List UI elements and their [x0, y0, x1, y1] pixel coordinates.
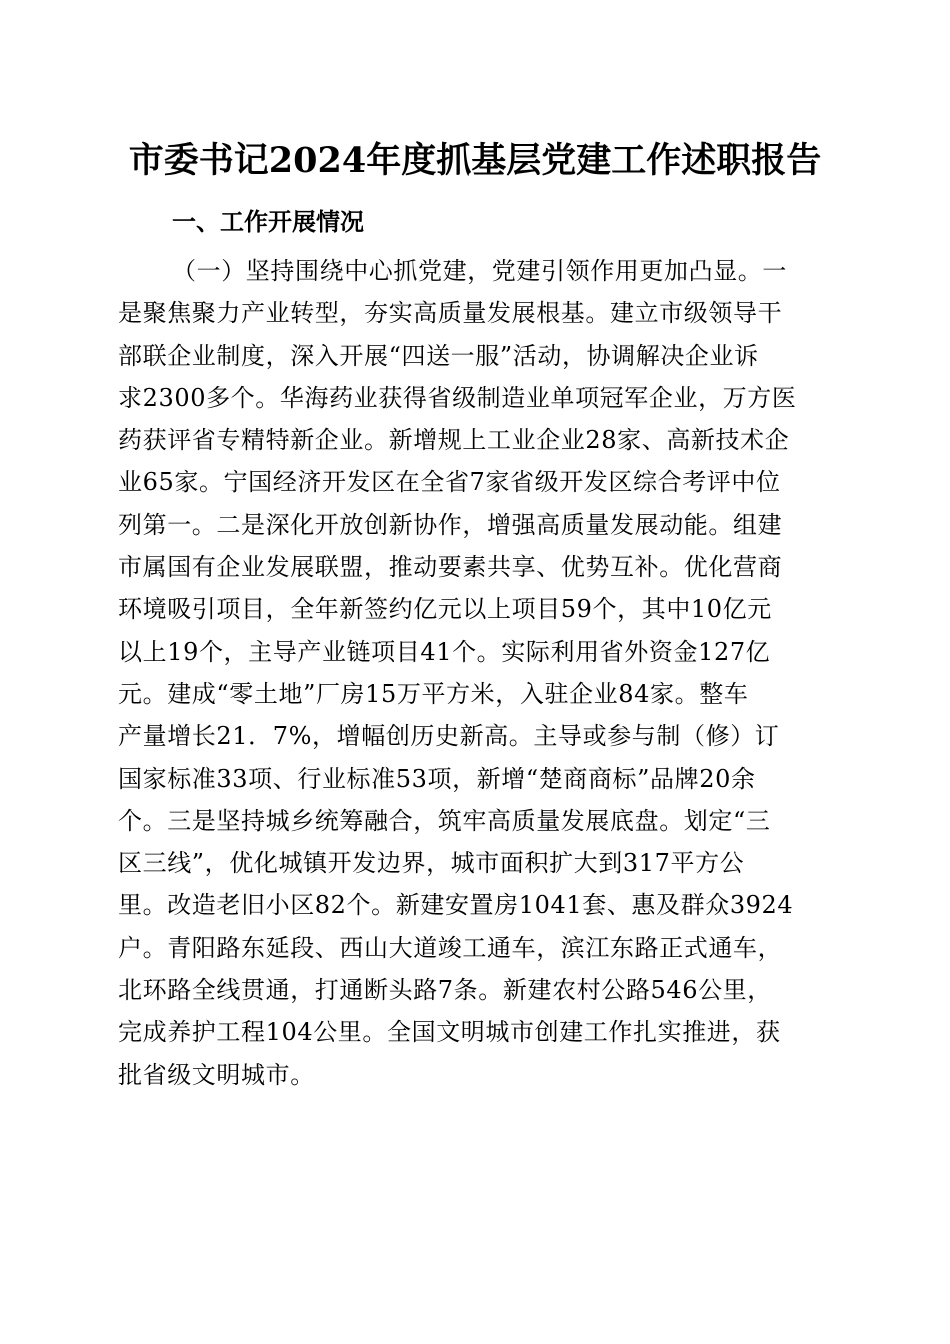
- paragraph-line: 以上19个，主导产业链项目41个。实际利用省外资金127亿: [118, 637, 771, 666]
- paragraph-line: 完成养护工程104公里。全国文明城市创建工作扎实推进，获: [118, 1018, 781, 1047]
- paragraph-line: 北环路全线贯通，打通断头路7条。新建农村公路546公里，: [118, 976, 772, 1005]
- paragraph-line: 元。建成“零土地”厂房15万平方米，入驻企业84家。整车: [118, 679, 749, 708]
- paragraph-line: 求2300多个。华海药业获得省级制造业单项冠军企业，万方医: [118, 383, 797, 412]
- paragraph-line: 产量增长21．7%，增幅创历史新高。主导或参与制（修）订: [118, 722, 780, 751]
- paragraph-line: 个。三是坚持城乡统筹融合，筑牢高质量发展底盘。划定“三: [118, 806, 771, 835]
- document-title: 市委书记2024年度抓基层党建工作述职报告: [128, 140, 822, 181]
- paragraph-line: 药获评省专精特新企业。新增规上工业企业28家、高新技术企: [118, 426, 790, 455]
- paragraph-line: 区三线”，优化城镇开发边界，城市面积扩大到317平方公: [118, 849, 745, 878]
- paragraph-line: 户。青阳路东延段、西山大道竣工通车，滨江东路正式通车，: [118, 933, 783, 962]
- paragraph-line: 是聚焦聚力产业转型，夯实高质量发展根基。建立市级领导干: [118, 299, 783, 328]
- paragraph-line: 批省级文明城市。: [118, 1060, 315, 1089]
- paragraph-line: 业65家。宁国经济开发区在全省7家省级开发区综合考评中位: [118, 468, 781, 497]
- paragraph-line: 部联企业制度，深入开展“四送一服”活动，协调解决企业诉: [118, 341, 759, 370]
- paragraph-line: 里。改造老旧小区82个。新建安置房1041套、惠及群众3924: [118, 891, 794, 920]
- paragraph-line: 环境吸引项目，全年新签约亿元以上项目59个，其中10亿元: [118, 595, 772, 624]
- paragraph-line: （一）坚持围绕中心抓党建，党建引领作用更加凸显。一: [172, 257, 787, 285]
- section-heading: 一、工作开展情况: [172, 208, 364, 236]
- paragraph-line: 国家标准33项、行业标准53项，新增“楚商商标”品牌20余: [118, 764, 756, 793]
- paragraph-line: 市属国有企业发展联盟，推动要素共享、优势互补。优化营商: [118, 553, 783, 582]
- paragraph-line: 列第一。二是深化开放创新协作，增强高质量发展动能。组建: [118, 510, 783, 539]
- body-paragraph: [118, 250, 838, 1096]
